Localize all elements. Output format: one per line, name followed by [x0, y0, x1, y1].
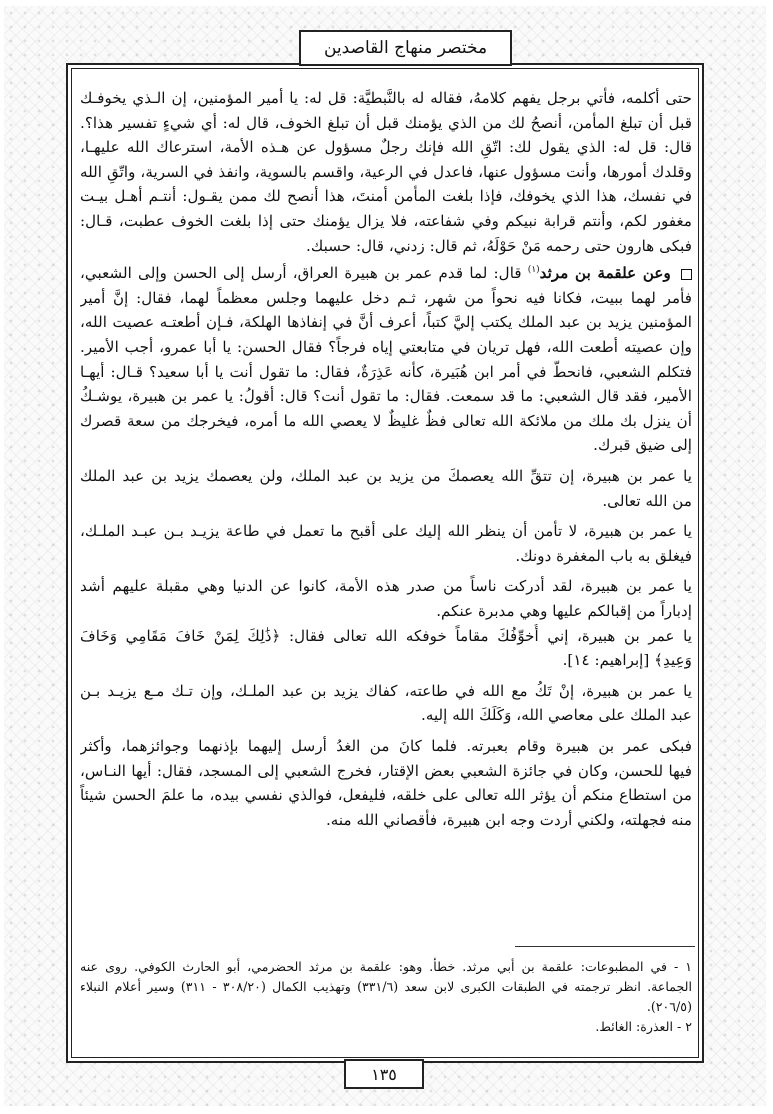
running-header: [299, 30, 512, 66]
text-line: يا عمر بن هبيرة، إنْ تَكُ مع الله في طاعته، كفاك يزيد بن عبد الملـك، وإن تـك مـع يزيـد بـن: [80, 681, 692, 700]
footnotes: [80, 957, 692, 1037]
text-line: مغفور لكم، وأنتم قرابة نبيكم وفي شفاعته، فلا يزال يؤمنك حتى إذا بلغت الخوف عطبت، قـال:: [80, 211, 692, 230]
footnote-line: (٢٠٦/٥).: [646, 999, 692, 1014]
text-line: المؤمنين يزيد بن عبد الملك يكتب إليَّ كتباً، أعرف أنَّ في إنفاذها الهلكة، فـإن أطعتـه عصيت الله،: [80, 313, 692, 332]
text-line: وعن علقمة بن مرثد$^{(١)}$ قال: لما قدم عمر بن هبيرة العراق، أرسل إلى الحسن وإلى الشعبي،: [80, 258, 692, 286]
text-line: فبكى هارون حتى رحمه مَنْ حَوْلَهُ، ثم قال: زدني، قال: حسبك.: [306, 236, 692, 255]
text-line: عبد الملك على معاصي الله، وَكَلَكَ الله إليه.: [421, 706, 692, 725]
text-line: منه فجهلته، ولكني أردت وجه ابن هبيرة، فأقصاني الله منه.: [325, 810, 692, 829]
text-line: وإن عصيته أطعت الله، فهل تريان في متابعتي إياه فرجاً؟ فقال الحسن: يا أبا عمرو، أجب الأمير.: [80, 338, 692, 356]
text-line: قبل أن تبلغ المأمن، أنصحُ لك من الذي يؤمنك قبل أن تبلغ الخوف، قال له: أي شيءٍ تفسير هذا؟.: [80, 113, 692, 132]
text-line: فبكى عمر بن هبيرة وقام بعبرته. فلما كانَ من الغدُ أرسل إليهما بإذنهما وجوائزهما، وأكثر: [80, 736, 692, 755]
text-line: حتى أكلمه، فأتي برجل يفهم كلامهُ، فقاله له بالنَّبطيَّة: قل له: يا أمير المؤمنين، إن الـذي يخوفـك: [80, 89, 692, 107]
text-line: فيغلق به باب المغفرة دونك.: [515, 546, 692, 565]
text-line: يا عمر بن هبيرة، لا تأمن أن ينظر الله إليك على أقبح ما تعمل في طاعة يزيـد بـن عبـد الملـك،: [80, 522, 692, 541]
text-line: من استطاع منكم أن يؤثر الله تعالى على خلقه، فليفعل، فوالذي نفسي بيده، ما علمَ الحسن شيئاً: [80, 786, 692, 805]
text-line: يا عمر بن هبيرة، إني أُخوِّفُكَ مقاماً خوفكه الله تعالى فقال: ﴿ذَٰلِكَ لِمَنْ خَافَ مَقَامِي وَخَافَ: [80, 626, 692, 645]
text-line: إدباراً من إقبالكم عليها وهي مدبرة عنكم.: [436, 601, 692, 620]
paragraph-4: [80, 519, 692, 568]
narrator-name: وعن علقمة بن مرثد: [539, 264, 671, 283]
text-segment: قال: لما قدم عمر بن هبيرة العراق، أرسل إلى الحسن وإلى الشعبي،: [80, 264, 522, 283]
paragraph-2: [80, 258, 692, 458]
text-line: أن ينزل بك ملك من ملائكة الله تعالى فظٌ غليظٌ لا يعصي الله ما أمره، فيخرجك من سعة قصرك: [80, 411, 692, 430]
main-text: [80, 86, 692, 946]
text-line: في نفسك، هذا الذي يخوفك، فإذا بلغت المأمن أمنتَ، هذا أنصح لك ممن يقـول: أنتـم أهـل بيـت: [80, 187, 692, 206]
paragraph-8: [80, 734, 692, 832]
footnote-2: ٢ - العذرة: الغائط.: [595, 1019, 692, 1034]
text-line: يا عمر بن هبيرة، إن تتقِّ الله يعصمكَ من يزيد بن عبد الملك، ولن يعصمك يزيد بن عبد الملك: [80, 466, 692, 485]
paragraph-5: [80, 574, 692, 623]
page-number-box: [344, 1059, 424, 1089]
text-line: الأمير، فقد قال الشعبي: ما قد سمعت. فقال: ما تقول أنت؟ قال: أقولُ: يا عمر بن هبيرة، يوشـكُ: [80, 387, 692, 406]
footnote-line: ١ - في المطبوعات: علقمة بن أبي مرثد. خطأ. وهو: علقمة بن مرثد الحضرمي، أبو الحارث الكوفي. روى عنه: [80, 959, 692, 974]
footnote-separator: [515, 946, 695, 947]
paragraph-3: [80, 464, 692, 513]
text-line: يا عمر بن هبيرة، لقد أدركت ناساً من صدر هذه الأمة، كانوا عن الدنيا وهي مقبلة عليهم أشد: [80, 577, 692, 596]
text-line: فأمر لهما ببيت، فكانا فيه نحواً من شهر، ثـم دخل عليهما وجلس معظماً لهما، فقال: إنَّ أمير: [80, 288, 692, 307]
text-line: فتكلم الشعبي، فانحطَّ في أمر ابن هُبَيرة، كأنه عَذِرَةٌ، فقال: ما تقول أنت يا أبا سعيد؟ قـال: أيهـا: [80, 362, 692, 381]
text-line: من الله تعالى.: [602, 491, 692, 510]
text-line: إلى ضيق قبرك.: [593, 436, 692, 455]
book-title: مختصر منهاج القاصدين: [323, 38, 488, 58]
square-bullet-icon: [681, 269, 692, 280]
paragraph-7: [80, 679, 692, 728]
text-line: وقلدك أمورها، وأنت مسؤول عنها، فاعدل في الرعية، واقسم بالسوية، وانفذ في السرية، واتّقِ الله: [80, 162, 692, 181]
text-line: قال: قل له: الذي يقول لك: اتّقِ الله فإنك رجلٌ مسؤول عن هـذه الأمة، استرعاك الله عليهـا،: [80, 138, 692, 157]
page-number: ١٣٥: [371, 1064, 397, 1084]
paragraph-1: [80, 86, 692, 258]
footnote-line: الجماعة. انظر ترجمته في الطبقات الكبرى لابن سعد (٣٣١/٦) وتهذيب الكمال (٣٠٨/٢٠ - ٣١١) وسير أعلام النبلاء: [80, 979, 692, 994]
text-line: فيها للحسن، وكان في جائزة الشعبي بعض الإقتار، فخرج الشعبي إلى المسجد، فقال: أيها النـاس،: [80, 761, 692, 780]
paragraph-6: [80, 624, 692, 673]
text-line: وَعِيدِ﴾ [إبراهيم: ١٤].: [562, 651, 692, 670]
